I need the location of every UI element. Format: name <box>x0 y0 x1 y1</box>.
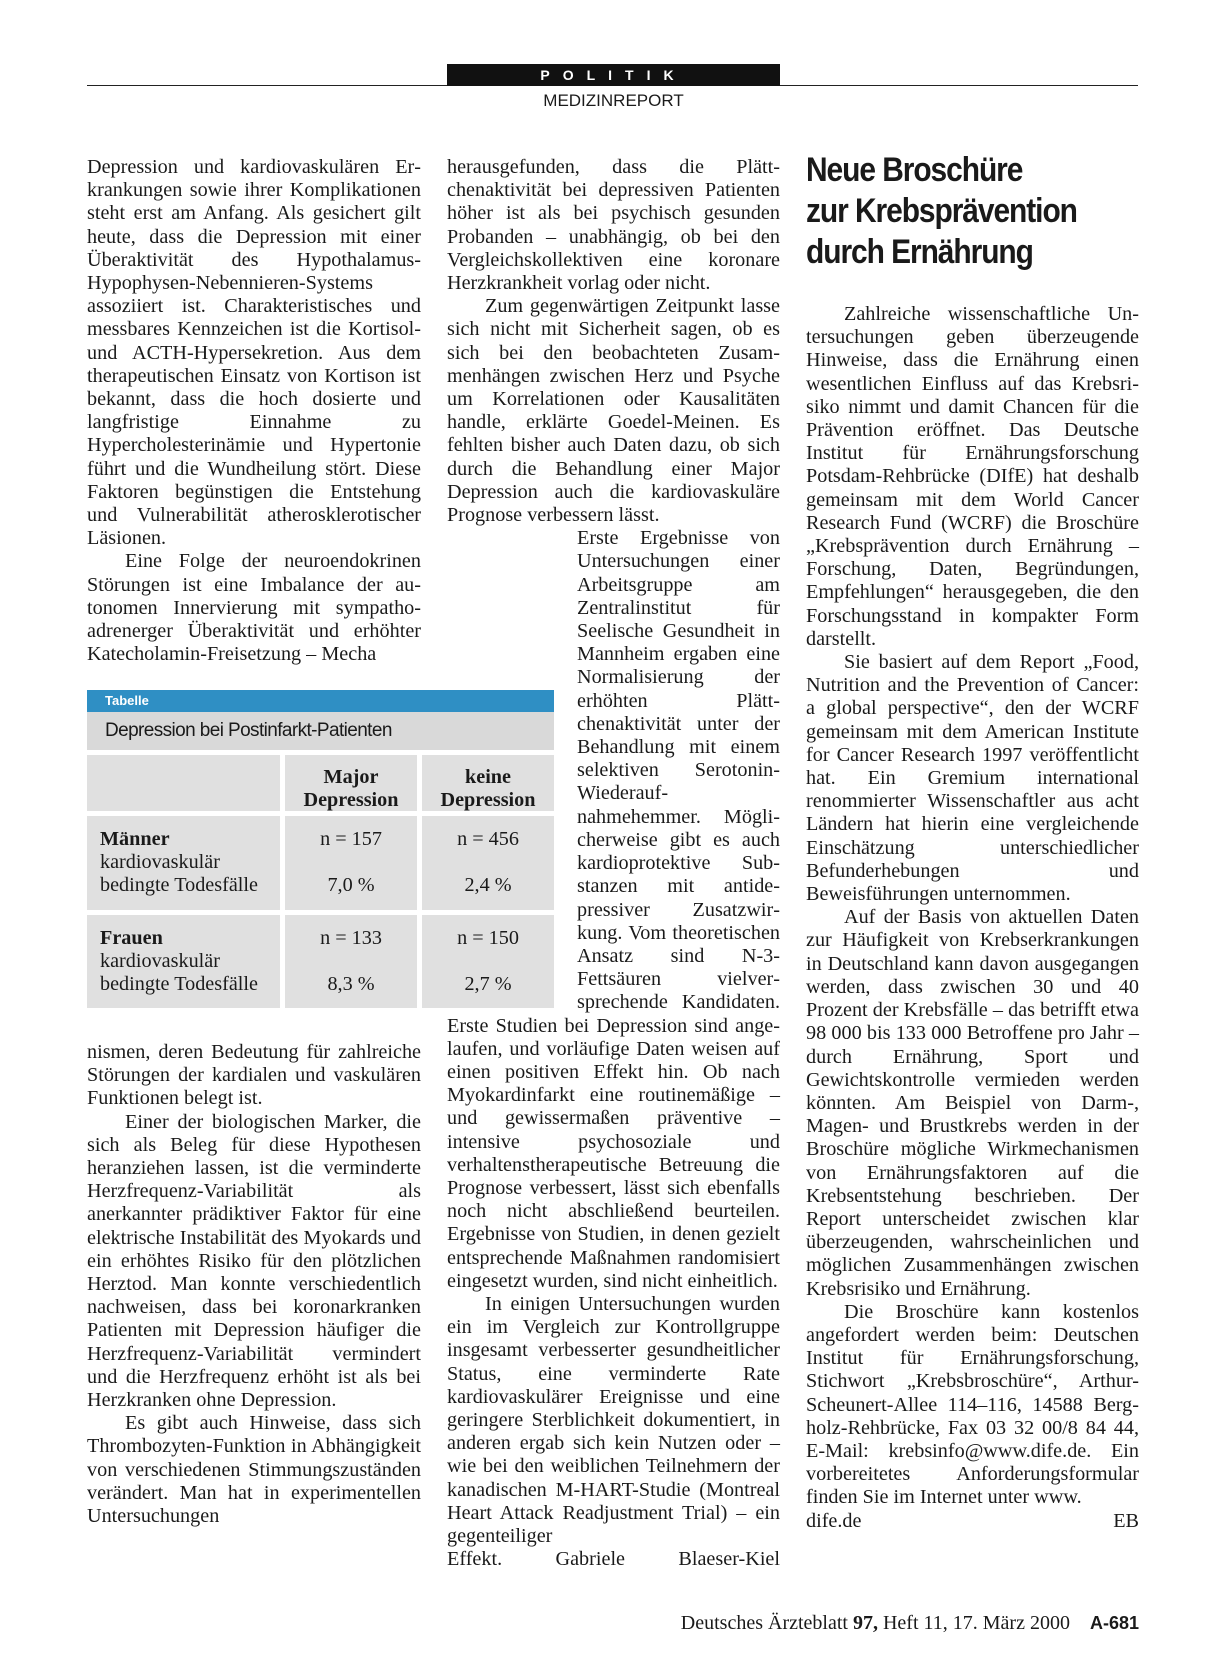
paragraph: Es gibt auch Hinweise, dass sich Thrombozyten-Funktion in Abhängigkeit von verschiedenen Stimmungszuständen verändert. Man hat in experimentellen Untersuchungen <box>87 1412 421 1528</box>
headline-line: zur Krebsprävention <box>806 192 1077 230</box>
byline <box>806 1510 1139 1533</box>
paragraph: Die Broschüre kann kostenlos angefordert werden beim: Deutschen Institut für Ernährungsforschung, Stichwort „Krebsbroschüre“, Arthur-Scheunert-Allee 114–116, 14588 Bergholz-Rehbrücke, Fax 03 32 00/8 84 44, E-Mail: krebsinfo@www.dife.de. Ein vorbereitetes Anforderungsformular finden Sie im Internet unter www. <box>806 1300 1139 1509</box>
page-footer <box>672 1612 1139 1635</box>
paragraph: Zahlreiche wissenschaftliche Untersuchungen geben überzeugende Hinweise, dass die Ernährung einen wesentlichen Einfluss auf das Krebsrisiko nimmt und damit Chancen für die Prävention eröffnet. Das Deutsche Institut für Ernährungsforschung Potsdam-Rehbrücke (DIfE) hat deshalb gemeinsam mit dem World Cancer Research Fund (WCRF) die Broschüre „Krebsprävention durch Ernährung – Forschung, Daten, Begründungen, Empfehlungen“ herausgegeben, die den Forschungsstand in kompakter Form darstellt. <box>806 303 1139 650</box>
table-wrap-space <box>447 642 577 994</box>
paragraph: Eine Folge der neuroendokrinen Störungen ist eine Imbalance der autonomen Innervierung mit sympathoadrenerger Überaktivität und erhöhter Katecholamin-Freisetzung – Mecha <box>87 550 421 666</box>
byline-lead: Effekt. <box>447 1548 503 1571</box>
n-value: n = 150 <box>457 926 519 949</box>
percent-value: 7,0 % <box>327 874 375 897</box>
row-group: Männer <box>100 828 170 850</box>
paragraph: In einigen Untersuchungen wurden ein im Vergleich zur Kontrollgruppe insgesamt verbesserter gesundheitlicher Status, eine verminderte Rate kardiovaskulärer Ereignisse und eine geringere Sterblichkeit dokumentiert, in anderen ergab sich kein Nutzen oder – wie bei den weiblichen Teilnehmern der kanadischen M-HART-Studie (Montreal Heart Attack Readjustment Trial) – ein gegenteiliger <box>447 1292 780 1547</box>
article-column-1-continued <box>87 1041 421 1528</box>
n-value: n = 157 <box>320 828 382 850</box>
paragraph <box>447 527 780 1293</box>
headline-line: durch Ernährung <box>806 233 1033 271</box>
paragraph: Zum gegenwärtigen Zeitpunkt lasse sich nicht mit Sicherheit sagen, ob es sich bei den beobachteten Zusammenhängen zwischen Herz und Psyche um Korrelationen oder Kausalitäten handle, erklärte Goedel-Meinen. Es fehlten bisher auch Daten dazu, ob sich durch die Behandlung einer Major Depression auch die kardiovaskuläre Prognose verbessern lässt. <box>447 295 780 527</box>
column-header: keine Depression <box>422 755 554 811</box>
page-number: A-681 <box>1089 1613 1139 1633</box>
journal-volume: 97, <box>852 1612 878 1634</box>
table-cell <box>285 816 417 910</box>
column-header: Major Depression <box>285 755 417 811</box>
row-group: Frauen <box>100 926 163 949</box>
n-value: n = 133 <box>320 926 382 949</box>
row-label <box>87 915 280 1009</box>
row-label <box>87 816 280 910</box>
headline-line: Neue Broschüre <box>806 151 1023 189</box>
subsection-label: MEDIZINREPORT <box>543 91 684 110</box>
table-title: Depression bei Postinfarkt-Patienten <box>87 712 554 750</box>
percent-value: 8,3 % <box>327 973 375 995</box>
sidebar-headline <box>806 150 1105 273</box>
percent-value: 2,4 % <box>464 874 512 897</box>
author-initials: EB <box>1113 1509 1139 1532</box>
row-sub: kardiovaskulär bedingte Todesfälle <box>100 851 258 897</box>
sidebar-column <box>806 303 1139 1533</box>
paragraph: Depression und kardiovaskulären Erkrankungen sowie ihrer Komplikationen steht erst am Anfang. Als gesichert gilt heute, dass die Depression mit einer Überaktivität des Hypothalamus-Hypophysen-Nebennieren-Systems assoziiert ist. Charakteristisches und messbares Kennzeichen ist die Kortisol- und ACTH-Hypersekretion. Aus dem therapeutischen Einsatz von Kortison ist bekannt, dass die hoch dosierte und langfristige Einnahme zu Hypercholesterinämie und Hypertonie führt und die Wundheilung stört. Diese Faktoren begünstigen die Entstehung und Vulnerabilität atherosklerotischer Läsionen. <box>87 156 421 550</box>
table-corner <box>87 755 280 811</box>
percent-value: 2,7 % <box>464 973 512 995</box>
paragraph: nismen, deren Bedeutung für zahlreiche Störungen der kardialen und vaskulären Funktionen belegt ist. <box>87 1041 421 1110</box>
paragraph: herausgefunden, dass die Plättchenaktivität bei depressiven Patienten höher ist als bei psychisch gesunden Probanden – unabhängig, ob bei den Vergleichskollektiven eine koronare Herzkrankheit vorlag oder nicht. <box>447 156 780 295</box>
author-name: Gabriele Blaeser-Kiel <box>555 1548 780 1571</box>
article-column-2 <box>447 156 780 1571</box>
article-column-1 <box>87 156 421 666</box>
byline <box>447 1548 780 1571</box>
table-tag: Tabelle <box>87 690 554 712</box>
n-value: n = 456 <box>457 828 519 850</box>
url-tail: dife.de <box>806 1509 862 1532</box>
paragraph-text: Erste Ergebnisse von Untersuchungen einer Arbeitsgruppe am Zentralinstitut für Seelische Gesundheit in Mannheim ergaben eine Normalisierung der erhöhten Plättchenaktivität unter der Behandlung mit einem selektiven Serotonin-Wiederaufnahmehemmer. Möglicherweise gibt es auch kardioprotektive Substanzen mit antidepressiver Zusatzwirkung. Vom theoretischen Ansatz sind N-3-Fettsäuren vielversprechende Kandidaten. Erste Studien bei Depression sind angelaufen, und vorläufige Daten weisen auf einen positiven Effekt hin. Ob nach Myokardinfarkt eine routinemäßige – und gewissermaßen präventive – intensive psychosoziale und verhaltenstherapeutische Betreuung die Prognose verbessert, lässt sich ebenfalls noch nicht abschließend beurteilen. Ergebnisse von Studien, in denen gezielt entsprechende Maßnahmen randomisiert eingesetzt wurden, sind nicht einheitlich. <box>447 527 780 1292</box>
paragraph: Einer der biologischen Marker, die sich als Beleg für diese Hypothesen heranziehen lassen, ist die verminderte Herzfrequenz-Variabilität als anerkannter prädiktiver Faktor für eine elektrische Instabilität des Myokards und ein erhöhtes Risiko für den plötzlichen Herztod. Man konnte verschiedentlich nachweisen, dass bei koronarkranken Patienten mit Depression häufiger die Herzfrequenz-Variabilität vermindert und die Herzfrequenz erhöht ist als bei Herzkranken ohne Depression. <box>87 1110 421 1412</box>
paragraph: Auf der Basis von aktuellen Daten zur Häufigkeit von Krebserkrankungen in Deutschland kann davon ausgegangen werden, dass zwischen 30 und 40 Prozent der Krebsfälle – das betrifft etwa 98 000 bis 133 000 Betroffene pro Jahr – durch Ernährung, Sport und Gewichtskontrolle vermieden werden könnten. Am Beispiel von Darm-, Magen- und Brustkrebs werden in der Broschüre mögliche Wirkmechanismen von Ernährungsfaktoren auf die Krebsentstehung beschrieben. Der Report unterscheidet zwischen klar überzeugenden, wahrscheinlichen und möglichen Zusammenhängen zwischen Krebsrisiko und Ernährung. <box>806 906 1139 1300</box>
table-cell <box>285 915 417 1009</box>
row-sub: kardiovaskulär bedingte Todesfälle <box>100 949 258 996</box>
journal-issue: Heft 11, 17. März 2000 <box>882 1612 1070 1634</box>
paragraph: Sie basiert auf dem Report „Food, Nutrition and the Prevention of Cancer: a global perspective“, den der WCRF gemeinsam mit dem American Institute for Cancer Research 1997 veröffentlicht hat. Ein Gremium international renommierter Wissenschaftler aus acht Ländern hat hierin eine vergleichende Einschätzung unterschiedlicher Befunderhebungen und Beweisführungen unternommen. <box>806 651 1139 906</box>
section-label: POLITIK <box>447 64 780 86</box>
journal-name: Deutsches Ärzteblatt <box>680 1612 848 1634</box>
